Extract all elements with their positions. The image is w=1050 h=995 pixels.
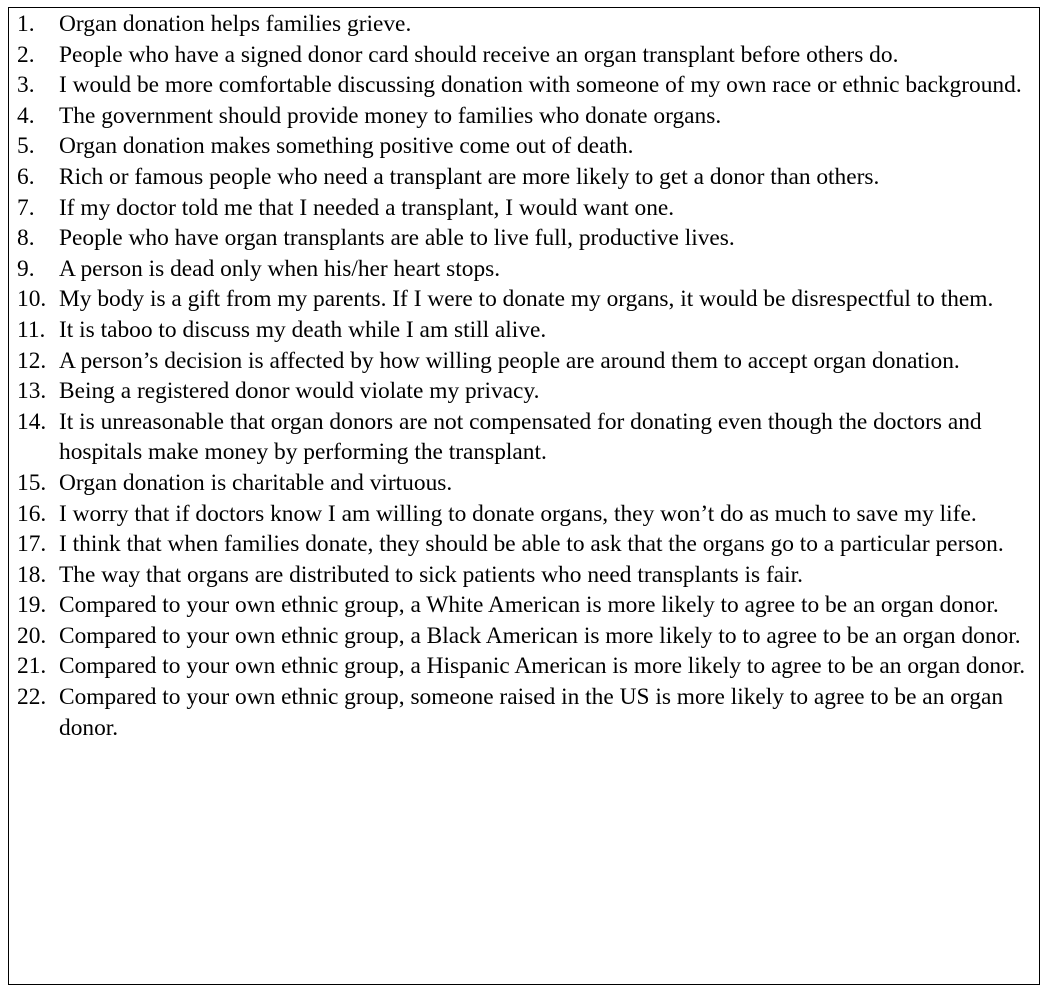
list-item: [17, 193, 1037, 224]
list-item: [17, 682, 1037, 743]
item-number: 10.: [17, 286, 47, 313]
item-number: 4.: [17, 102, 35, 129]
list-item: [17, 468, 1037, 499]
item-text: People who have organ transplants are able to live full, productive lives.: [59, 225, 735, 252]
item-number: 1.: [17, 11, 35, 37]
item-number: 8.: [17, 225, 35, 252]
item-number: 15.: [17, 469, 47, 496]
item-text: The government should provide money to families who donate organs.: [59, 102, 722, 129]
item-text: I think that when families donate, they should be able to ask that the organs go to a particular person.: [59, 531, 1004, 558]
item-number: 3.: [17, 72, 35, 99]
list-item: [17, 254, 1037, 285]
list-item: [17, 131, 1037, 162]
item-text: I worry that if doctors know I am willing to donate organs, they won’t do as much to save my life.: [59, 500, 977, 527]
item-number: 12.: [17, 347, 47, 374]
list-item: [17, 407, 1037, 468]
list-item: [17, 9, 1037, 40]
item-number: 18.: [17, 561, 47, 588]
list-item: [17, 162, 1037, 193]
item-number: 16.: [17, 500, 47, 527]
list-item: [17, 376, 1037, 407]
list-item: [17, 346, 1037, 377]
list-item: [17, 560, 1037, 591]
list-item: [17, 223, 1037, 254]
item-text: It is unreasonable that organ donors are not compensated for donating even though the doctors and hospitals make money by performing the transplant.: [59, 408, 982, 466]
item-number: 5.: [17, 133, 35, 160]
list-item: [17, 529, 1037, 560]
item-text: Compared to your own ethnic group, a Black American is more likely to to agree to be an organ donor.: [59, 622, 1021, 649]
item-number: 14.: [17, 408, 47, 435]
item-text: Organ donation is charitable and virtuous.: [59, 469, 453, 496]
item-number: 2.: [17, 41, 35, 68]
item-number: 7.: [17, 194, 35, 221]
item-text: A person’s decision is affected by how willing people are around them to accept organ donation.: [59, 347, 960, 374]
list-item: [17, 40, 1037, 71]
item-number: 19.: [17, 592, 47, 619]
item-number: 21.: [17, 653, 47, 680]
item-text: Being a registered donor would violate my privacy.: [59, 378, 540, 405]
item-number: 6.: [17, 163, 35, 190]
item-number: 17.: [17, 531, 47, 558]
item-text: Organ donation makes something positive come out of death.: [59, 133, 634, 160]
item-text: The way that organs are distributed to sick patients who need transplants is fair.: [59, 561, 803, 588]
item-number: 11.: [17, 316, 46, 343]
item-number: 13.: [17, 378, 47, 405]
item-text: Compared to your own ethnic group, someone raised in the US is more likely to agree to be an organ donor.: [59, 684, 1004, 741]
list-item: [17, 651, 1037, 682]
survey-item-list: [17, 9, 1037, 743]
item-text: People who have a signed donor card should receive an organ transplant before others do.: [59, 41, 899, 68]
item-text: Compared to your own ethnic group, a White American is more likely to agree to be an organ donor.: [59, 592, 999, 619]
item-text: Rich or famous people who need a transplant are more likely to get a donor than others.: [59, 163, 880, 190]
item-text: My body is a gift from my parents. If I were to donate my organs, it would be disrespectful to them.: [59, 286, 994, 313]
list-item: [17, 101, 1037, 132]
list-item: [17, 315, 1037, 346]
item-number: 9.: [17, 255, 35, 282]
item-number: 22.: [17, 684, 47, 711]
item-text: Organ donation helps families grieve.: [59, 11, 412, 37]
list-item: [17, 70, 1037, 101]
item-text: If my doctor told me that I needed a transplant, I would want one.: [59, 194, 675, 221]
list-item: [17, 284, 1037, 315]
item-text: It is taboo to discuss my death while I am still alive.: [59, 316, 547, 343]
item-text: I would be more comfortable discussing donation with someone of my own race or ethnic background.: [59, 72, 1022, 99]
item-text: A person is dead only when his/her heart stops.: [59, 255, 501, 282]
list-item: [17, 621, 1037, 652]
item-text: Compared to your own ethnic group, a Hispanic American is more likely to agree to be an organ donor.: [59, 653, 1026, 680]
list-item: [17, 499, 1037, 530]
list-item: [17, 590, 1037, 621]
item-number: 20.: [17, 622, 47, 649]
